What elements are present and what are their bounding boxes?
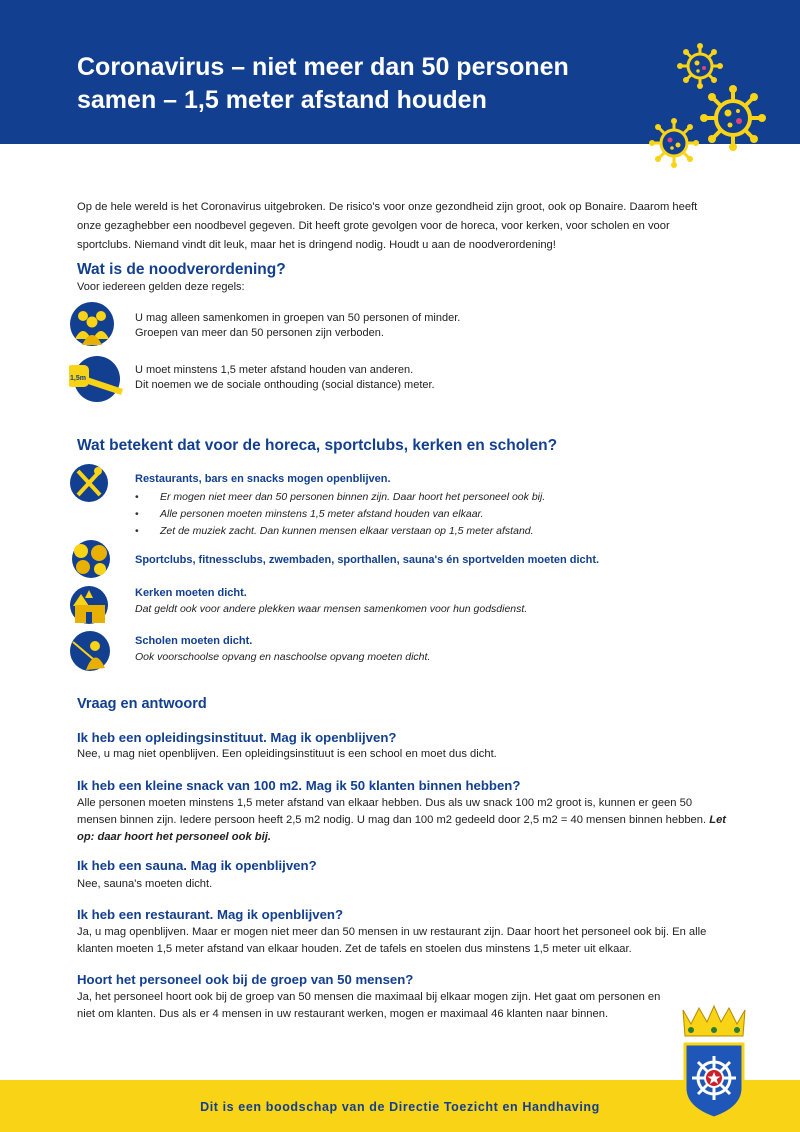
qa-answer: Nee, sauna's moeten dicht. (77, 878, 213, 890)
section-heading-noodverordening: Wat is de noodverordening? (77, 261, 286, 278)
fork-knife-forbidden-icon (69, 463, 109, 503)
qa-question: Hoort het personeel ook bij de groep van 50 mensen? (77, 972, 414, 987)
group-people-icon (69, 301, 115, 347)
footer-text: Dit is een boodschap van de Directie Toezicht en Handhaving (200, 1100, 600, 1114)
schools-title: Scholen moeten dicht. (135, 635, 253, 647)
restaurants-rules-list (135, 489, 545, 540)
section-heading-betekenis: Wat betekent dat voor de horeca, sportclubs, kerken en scholen? (77, 437, 558, 454)
virus-icon (700, 85, 766, 151)
title-line-1: Coronavirus – niet meer dan 50 personen (77, 53, 569, 81)
section-subheading: Voor iedereen gelden deze regels: (77, 281, 245, 293)
qa-answer: Ja, u mag openblijven. Maar er mogen niet meer dan 50 mensen in uw restaurant zijn. Daar hoort het personeel ook bij. En alle klanten moeten 1,5 meter afstand van elkaar houden. Zet de tafels en stoelen dus minstens 1,5 meter uit elkaar. (77, 926, 707, 955)
qa-question: Ik heb een sauna. Mag ik openblijven? (77, 858, 317, 873)
sports-title: Sportclubs, fitnessclubs, zwembaden, sporthallen, sauna's én sportvelden moeten dicht. (135, 554, 600, 566)
virus-icon (676, 42, 724, 90)
qa-note: Let op: daar hoort het personeel ook bij. (77, 814, 727, 843)
list-item: • Alle personen moeten minstens 1,5 meter afstand houden van elkaar. (135, 506, 545, 523)
list-item: • Er mogen niet meer dan 50 personen binnen zijn. Daar hoort het personeel ook bij. (135, 489, 545, 506)
schools-subtitle: Ook voorschoolse opvang en naschoolse opvang moeten dicht. (135, 651, 431, 663)
restaurants-title: Restaurants, bars en snacks mogen openblijven. (135, 473, 391, 485)
qa-question: Ik heb een kleine snack van 100 m2. Mag ik 50 klanten binnen hebben? (77, 778, 521, 793)
qa-question: Ik heb een restaurant. Mag ik openblijven? (77, 907, 344, 922)
intro-paragraph: Op de hele wereld is het Coronavirus uitgebroken. De risico's voor onze gezondheid zijn groot, ook op Bonaire. Daarom heeft onze gezaghebber een noodbevel gegeven. Dit heeft grote gevolgen voor de horeca, voor kerken, voor scholen en voor sportclubs. Niemand vindt dit leuk, maar het is dringend nodig. Houdt u aan de noodverordening! (77, 201, 698, 251)
rule-distance: U moet minstens 1,5 meter afstand houden van anderen. Dit noemen we de sociale onthouding (social distance) meter. (135, 364, 435, 391)
churches-title: Kerken moeten dicht. (135, 587, 247, 599)
virus-icon (648, 117, 700, 169)
qa-heading: Vraag en antwoord (77, 696, 207, 712)
coat-of-arms-icon (677, 1004, 751, 1122)
church-icon (69, 584, 109, 626)
qa-question: Ik heb een opleidingsinstituut. Mag ik openblijven? (77, 730, 397, 745)
tape-label: 1,5m (70, 375, 86, 382)
qa-answer: Ja, het personeel hoort ook bij de groep van 50 mensen die maximaal bij elkaar mogen zijn. Het gaat om personen en niet om klanten. Dus als er 4 mensen in uw restaurant werken, mogen er maximaal 46 klanten naar binnen. (77, 991, 661, 1020)
qa-answer: Alle personen moeten minstens 1,5 meter afstand van elkaar hebben. Dus als uw snack 100 m2 groot is, kunnen er geen 50 mensen binnen zijn. Iedere persoon heeft 2,5 m2 nodig. U mag dan 100 m2 gedeeld door 2,5 m2 = 40 mensen binnen hebben. Let op: daar hoort het personeel ook bij. (77, 797, 727, 843)
measuring-tape-icon (69, 355, 125, 403)
school-teacher-icon (69, 630, 111, 672)
list-item: • Zet de muziek zacht. Dan kunnen mensen elkaar verstaan op 1,5 meter afstand. (135, 523, 545, 540)
churches-subtitle: Dat geldt ook voor andere plekken waar mensen samenkomen voor hun godsdienst. (135, 603, 528, 615)
page-title (77, 51, 677, 117)
qa-answer: Nee, u mag niet openblijven. Een opleidingsinstituut is een school en moet dus dicht. (77, 748, 497, 760)
title-line-2: samen – 1,5 meter afstand houden (77, 86, 487, 114)
sports-balls-icon (69, 539, 113, 579)
rule-group-size: U mag alleen samenkomen in groepen van 50 personen of minder. Groepen van meer dan 50 personen zijn verboden. (135, 312, 461, 339)
